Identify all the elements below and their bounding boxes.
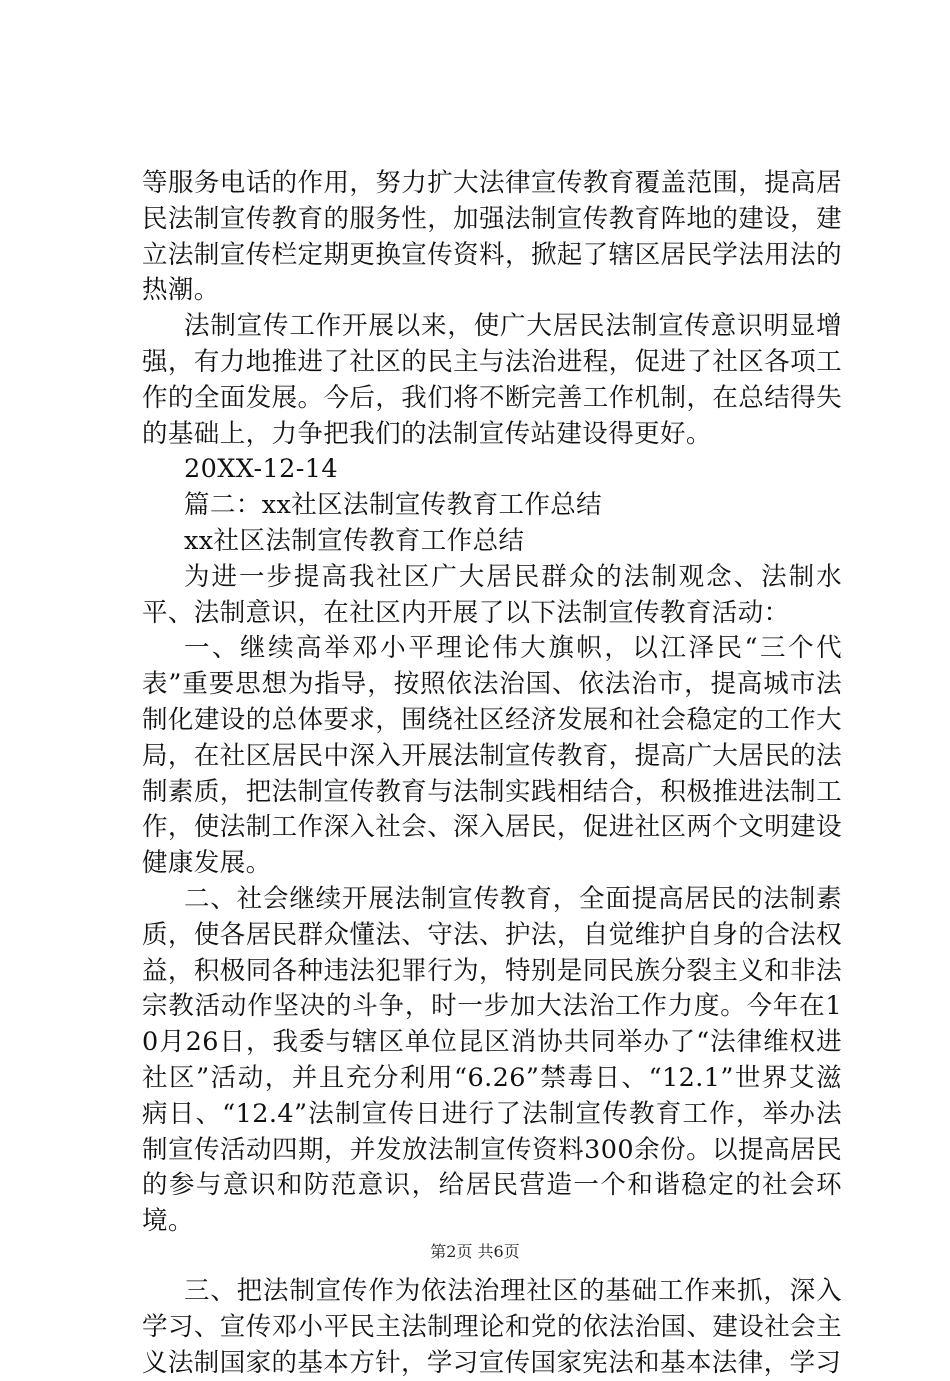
- paragraph-continuation: 等服务电话的作用，努力扩大法律宣传教育覆盖范围，提高居民法制宣传教育的服务性，加强法制宣传教育阵地的建设，建立法制宣传栏定期更换宣传资料，掀起了辖区居民学法用法的热潮。: [142, 168, 842, 306]
- section-heading: 篇二：xx社区法制宣传教育工作总结: [184, 490, 603, 521]
- paragraph-item-two: 二、社会继续开展法制宣传教育，全面提高居民的法制素质，使各居民群众懂法、守法、护法，自觉维护自身的合法权益，积极同各种违法犯罪行为，特别是同民族分裂主义和非法宗教活动作坚决的斗争，时一步加大法治工作力度。今年在10月26日，我委与辖区单位昆区消协共同举办了“法律维权进社区”活动，并且充分利用“6.26”禁毒日、“12.1”世界艾滋病日、“12.4”法制宣传日进行了法制宣传教育工作，举办法制宣传活动四期，并发放法制宣传资料300余份。以提高居民的参与意识和防范意识，给居民营造一个和谐稳定的社会环境。: [142, 883, 842, 1237]
- paragraph-summary: 法制宣传工作开展以来，使广大居民法制宣传意识明显增强，有力地推进了社区的民主与法治进程，促进了社区各项工作的全面发展。今后，我们将不断完善工作机制，在总结得失的基础上，力争把我们的法制宣传站建设得更好。: [142, 311, 842, 449]
- paragraph-intro: 为进一步提高我社区广大居民群众的法制观念、法制水平、法制意识，在社区内开展了以下法制宣传教育活动：: [142, 561, 842, 628]
- document-body: [142, 166, 842, 1381]
- paragraph-item-three: 三、把法制宣传作为依法治理社区的基础工作来抓，深入学习、宣传邓小平民主法制理论和党的依法治国、建设社会主义法制国家的基本方针，学习宣传国家宪法和基本法律，学习: [142, 1275, 842, 1378]
- document-title: xx社区法制宣传教育工作总结: [184, 525, 525, 556]
- page-number-footer: 第2页 共6页: [430, 1242, 520, 1261]
- date-line: 20XX-12-14: [184, 454, 338, 485]
- paragraph-item-one: 一、继续高举邓小平理论伟大旗帜，以江泽民“三个代表”重要思想为指导，按照依法治国、依法治市，提高城市法制化建设的总体要求，围绕社区经济发展和社会稳定的工作大局，在社区居民中深入开展法制宣传教育，提高广大居民的法制素质，把法制宣传教育与法制实践相结合，积极推进法制工作，使法制工作深入社会、深入居民，促进社区两个文明建设健康发展。: [142, 633, 842, 879]
